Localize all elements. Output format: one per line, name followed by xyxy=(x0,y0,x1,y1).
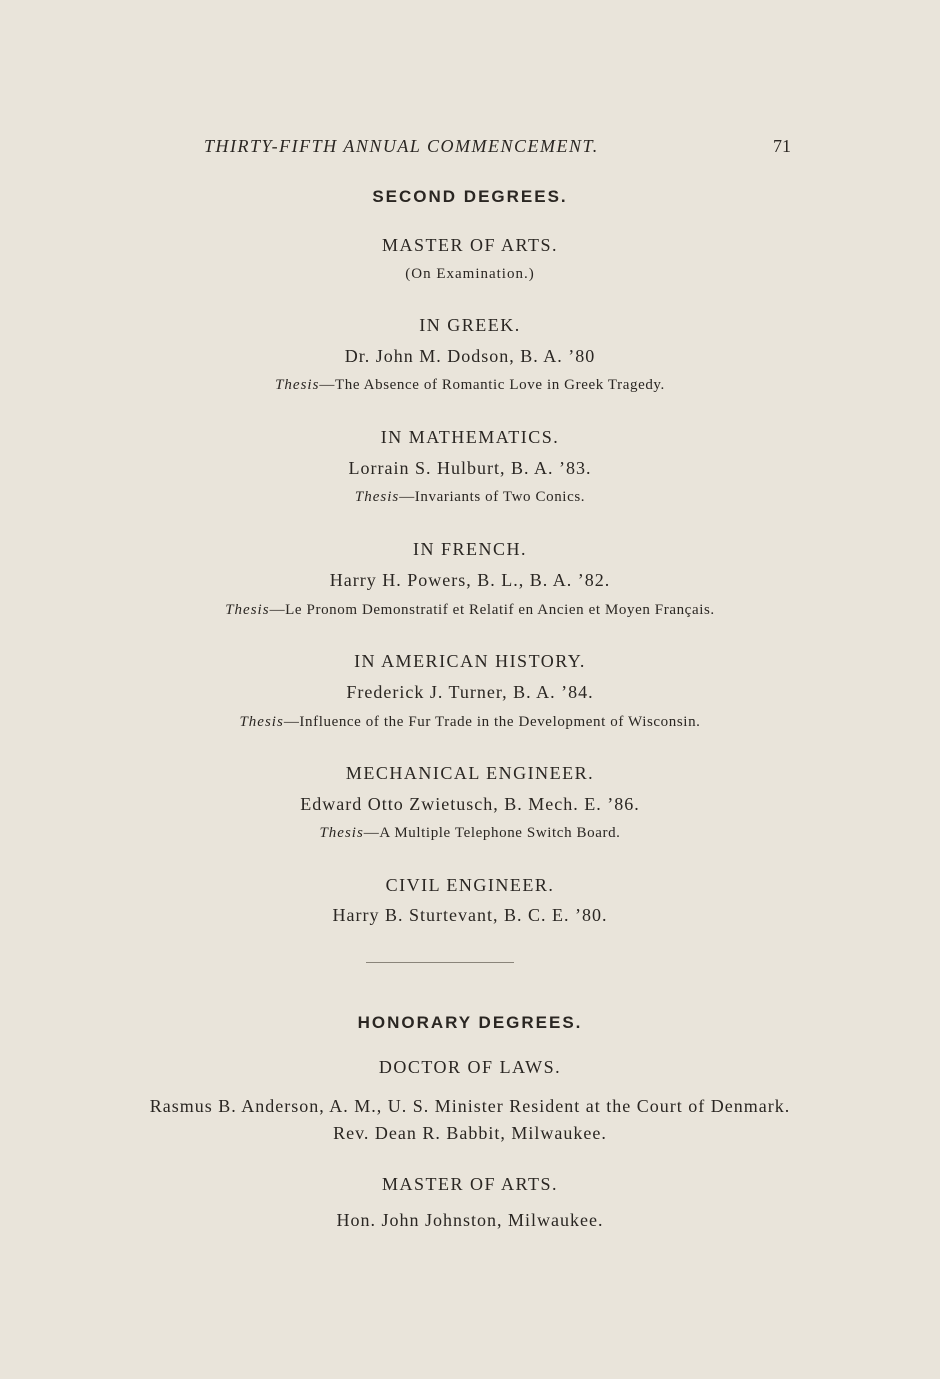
doctor-of-laws-heading: DOCTOR OF LAWS. xyxy=(378,1057,562,1077)
thesis-text: —Influence of the Fur Trade in the Development of Wisconsin. xyxy=(283,714,701,730)
mathematics-recipient: Lorrain S. Hulburt, B. A. ’83. xyxy=(348,458,592,478)
mathematics-heading: IN MATHEMATICS. xyxy=(380,427,560,447)
thesis-text: —A Multiple Telephone Switch Board. xyxy=(363,825,621,841)
page-number: 71 xyxy=(773,136,791,156)
mathematics-thesis xyxy=(0,490,940,505)
french-heading: IN FRENCH. xyxy=(412,539,527,559)
thesis-label: Thesis xyxy=(319,825,364,841)
american-history-recipient: Frederick J. Turner, B. A. ’84. xyxy=(346,682,594,702)
second-degrees-title: SECOND DEGREES. xyxy=(372,187,568,206)
american-history-thesis xyxy=(0,715,940,730)
honorary-master-of-arts-heading: MASTER OF ARTS. xyxy=(382,1174,558,1194)
thesis-text: —The Absence of Romantic Love in Greek Tragedy. xyxy=(319,377,665,393)
french-recipient: Harry H. Powers, B. L., B. A. ’82. xyxy=(329,570,611,590)
civil-engineer-recipient: Harry B. Sturtevant, B. C. E. ’80. xyxy=(332,905,608,925)
thesis-label: Thesis xyxy=(354,489,400,505)
thesis-label: Thesis xyxy=(239,714,284,730)
civil-engineer-heading: CIVIL ENGINEER. xyxy=(385,875,555,895)
thesis-label: Thesis xyxy=(275,377,320,393)
mechanical-engineer-recipient: Edward Otto Zwietusch, B. Mech. E. ’86. xyxy=(300,794,640,814)
honorary-recipient: Rev. Dean R. Babbit, Milwaukee. xyxy=(333,1123,607,1143)
master-of-arts-heading: MASTER OF ARTS. xyxy=(382,235,558,255)
mechanical-engineer-heading: MECHANICAL ENGINEER. xyxy=(345,763,595,783)
thesis-text: —Invariants of Two Conics. xyxy=(399,489,586,505)
mechanical-engineer-thesis xyxy=(0,826,940,841)
thesis-label: Thesis xyxy=(225,602,270,618)
section-divider xyxy=(366,962,514,963)
french-thesis xyxy=(0,603,940,618)
american-history-heading: IN AMERICAN HISTORY. xyxy=(354,651,586,671)
on-examination-note: (On Examination.) xyxy=(405,266,535,282)
honorary-degrees-title: HONORARY DEGREES. xyxy=(357,1013,583,1032)
running-title: THIRTY-FIFTH ANNUAL COMMENCEMENT. xyxy=(204,136,599,156)
thesis-text: —Le Pronom Demonstratif et Relatif en Ancien et Moyen Français. xyxy=(269,602,715,618)
greek-recipient: Dr. John M. Dodson, B. A. ’80 xyxy=(344,346,596,366)
honorary-recipient: Rasmus B. Anderson, A. M., U. S. Minister Resident at the Court of Denmark. xyxy=(149,1096,791,1116)
greek-thesis xyxy=(0,378,940,393)
honorary-recipient: Hon. John Johnston, Milwaukee. xyxy=(336,1210,604,1230)
greek-heading: IN GREEK. xyxy=(419,315,521,335)
